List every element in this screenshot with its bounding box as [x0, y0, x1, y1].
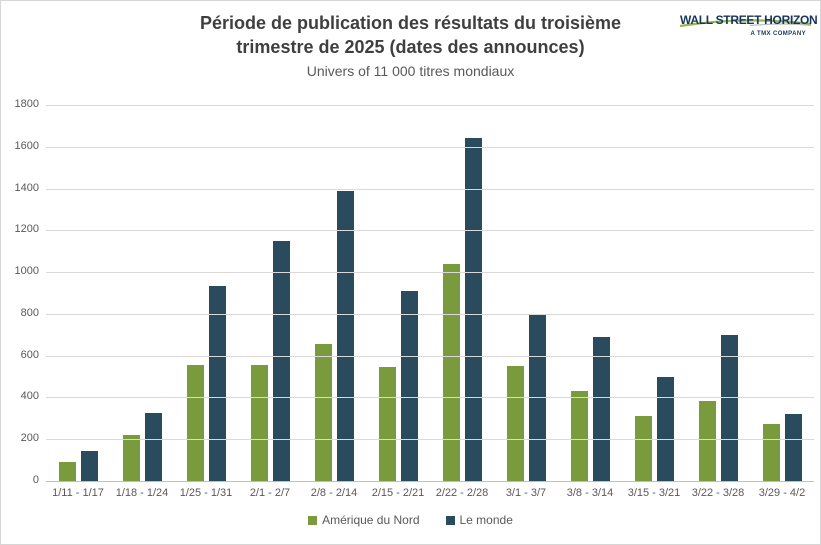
x-tick-label: 2/8 - 2/14 [310, 487, 358, 499]
bar-le-monde [593, 337, 610, 481]
bar-group [750, 105, 814, 481]
bar-le-monde [273, 241, 290, 481]
logo-tagline: A TMX COMPANY [750, 31, 806, 37]
bar-amerique-du-nord [635, 416, 652, 481]
bar-group [46, 105, 110, 481]
bar-le-monde [657, 377, 674, 481]
bar-le-monde [145, 413, 162, 481]
bar-groups [46, 105, 814, 481]
y-tick-label: 1800 [14, 98, 39, 110]
gridline [46, 105, 814, 106]
x-tick-label: 3/1 - 3/7 [505, 487, 547, 499]
y-tick-label: 200 [20, 432, 39, 445]
chart-title-line2: trimestre de 2025 (dates des announces) [236, 37, 585, 57]
bar-le-monde [209, 286, 226, 481]
x-tick-label: 2/15 - 2/21 [371, 487, 425, 499]
y-tick-label: 600 [20, 348, 39, 361]
y-tick-label: 1600 [14, 139, 39, 152]
y-tick-label: 1400 [14, 181, 39, 194]
x-axis [46, 487, 814, 499]
bar-group [622, 105, 686, 481]
legend [1, 513, 820, 527]
gridline [46, 189, 814, 190]
bar-amerique-du-nord [571, 391, 588, 481]
logo-name: WALL STREET HORIZON [680, 13, 818, 27]
x-tick-label: 3/22 - 3/28 [691, 487, 745, 499]
wall-street-horizon-logo [680, 13, 818, 49]
x-tick-label: 2/1 - 2/7 [249, 487, 291, 499]
legend-swatch-green-icon [308, 516, 317, 525]
bar-amerique-du-nord [251, 365, 268, 481]
bar-amerique-du-nord [123, 435, 140, 481]
bar-amerique-du-nord [379, 367, 396, 481]
bar-group [302, 105, 366, 481]
x-tick-label: 3/15 - 3/21 [627, 487, 681, 499]
x-tick-label: 1/25 - 1/31 [179, 487, 233, 499]
bar-group [366, 105, 430, 481]
gridline [46, 230, 814, 231]
y-tick-label: 800 [20, 306, 39, 319]
plot-area [46, 105, 814, 482]
gridline [46, 147, 814, 148]
bar-le-monde [337, 191, 354, 481]
gridline [46, 397, 814, 398]
bar-le-monde [401, 291, 418, 481]
y-tick-label: 400 [20, 390, 39, 403]
bar-amerique-du-nord [59, 462, 76, 481]
y-tick-label: 1200 [14, 223, 39, 236]
bar-le-monde [81, 451, 98, 481]
x-tick-label: 1/18 - 1/24 [115, 487, 169, 499]
x-tick-label: 2/22 - 2/28 [435, 487, 489, 499]
legend-item-le-monde [446, 513, 513, 527]
bar-amerique-du-nord [187, 365, 204, 481]
bar-group [686, 105, 750, 481]
chart-subtitle: Univers of 11 000 titres mondiaux [306, 63, 515, 79]
gridline [46, 272, 814, 273]
x-tick-label: 3/29 - 4/2 [758, 487, 806, 499]
bar-group [430, 105, 494, 481]
bar-group [110, 105, 174, 481]
legend-label-le-monde: Le monde [459, 513, 513, 527]
bar-amerique-du-nord [315, 344, 332, 481]
bar-le-monde [721, 335, 738, 481]
bar-amerique-du-nord [763, 424, 780, 481]
bar-amerique-du-nord [507, 366, 524, 481]
bar-group [174, 105, 238, 481]
y-tick-label: 1000 [14, 265, 39, 278]
y-tick-label: 0 [32, 474, 39, 486]
legend-item-amerique-du-nord [308, 513, 419, 527]
legend-swatch-navy-icon [446, 516, 455, 525]
bar-amerique-du-nord [443, 264, 460, 481]
gridline [46, 439, 814, 440]
x-tick-label: 3/8 - 3/14 [566, 487, 614, 499]
bar-group [494, 105, 558, 481]
bar-le-monde [465, 138, 482, 481]
legend-label-amerique-du-nord: Amérique du Nord [322, 513, 420, 527]
gridline [46, 356, 814, 357]
bar-amerique-du-nord [699, 401, 716, 481]
chart-title-line1: Période de publication des résultats du troisième [199, 13, 622, 33]
bar-le-monde [785, 414, 802, 481]
gridline [46, 314, 814, 315]
bar-group [558, 105, 622, 481]
x-tick-label: 1/11 - 1/17 [52, 487, 104, 499]
bar-group [238, 105, 302, 481]
